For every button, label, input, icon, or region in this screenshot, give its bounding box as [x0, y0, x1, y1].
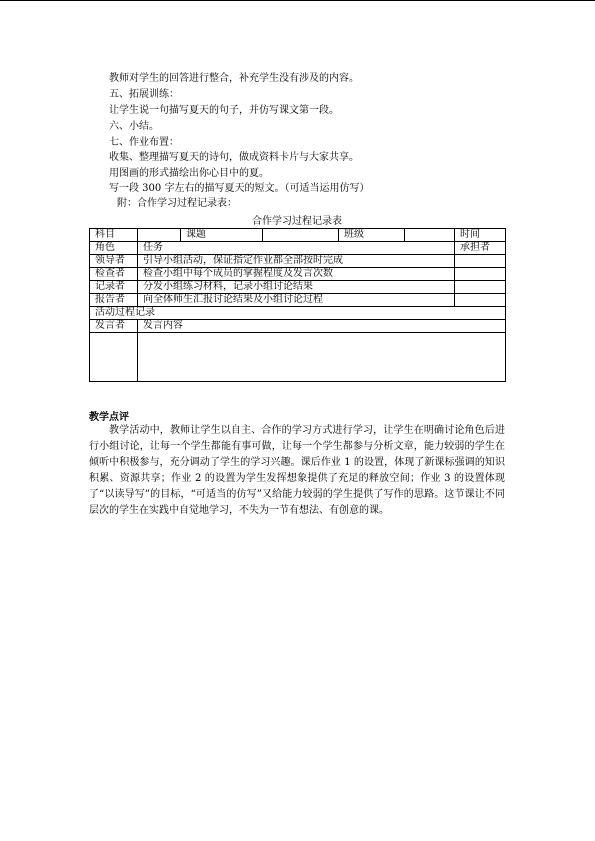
text-line-extension: 让学生说一句描写夏天的句子，并仿写课文第一段。	[109, 105, 339, 116]
homework-item-2: 用图画的形式描绘出你心目中的夏。	[109, 168, 269, 179]
speaker-column-header: 发言者	[90, 320, 138, 333]
table-row	[90, 281, 506, 294]
role-header-row	[90, 242, 506, 255]
activity-record-row	[90, 307, 506, 320]
review-heading: 教学点评	[89, 412, 129, 423]
section-heading-homework: 七、作业布置：	[109, 137, 179, 148]
subject-value-cell	[138, 229, 181, 242]
bearer-cell	[455, 281, 506, 294]
section-heading-summary: 六、小结。	[109, 121, 159, 132]
homework-item-1: 收集、整理描写夏天的诗句，做成资料卡片与大家共享。	[109, 152, 359, 163]
bearer-cell	[455, 255, 506, 268]
class-label: 班级	[339, 229, 405, 242]
homework-item-3: 写一段 300 字左右的描写夏天的短文。（可适当运用仿写）	[109, 183, 370, 194]
bearer-cell	[455, 294, 506, 307]
role-cell: 检查者	[90, 268, 138, 281]
appendix-line: 附：合作学习过程记录表：	[117, 198, 237, 209]
topic-value-cell	[263, 229, 339, 242]
speech-column-header: 发言内容	[138, 320, 506, 333]
role-column-header: 角色	[90, 242, 138, 255]
table-title: 合作学习过程记录表	[252, 216, 342, 227]
task-cell: 向全体师生汇报讨论结果及小组讨论过程	[138, 294, 455, 307]
table-row	[90, 255, 506, 268]
speaker-empty-cell	[90, 333, 138, 382]
cooperative-learning-record-table	[89, 228, 506, 382]
table-row	[90, 268, 506, 281]
task-cell: 检查小组中每个成员的掌握程度及发言次数	[138, 268, 455, 281]
time-label: 时间	[455, 229, 506, 242]
section-heading-extension: 五、拓展训练：	[109, 89, 179, 100]
topic-label: 课题	[181, 229, 263, 242]
table-row	[90, 294, 506, 307]
activity-record-label: 活动过程记录	[90, 307, 506, 320]
review-paragraph: 教学活动中，教师让学生以自主、合作的学习方式进行学习，让学生在明确讨论角色后进行小组讨论，让每一个学生都能有事可做，让每一个学生都参与分析文章，能力较弱的学生在倾听中积极参与，充分调动了学生的学习兴趣。课后作业 1 的设置，体现了新课标强调的知识积累、资源共享；作业 2 的设置为学生发挥想象提供了充足的释放空间；作业 3 的设置体现了“以读导写”的目标，“可适当的仿写”又给能力较弱的学生提供了写作的思路。这节课让不同层次的学生在实践中自觉地学习，不失为一节有想法、有创意的课。	[89, 425, 505, 516]
table-header-row	[90, 229, 506, 242]
role-cell: 记录者	[90, 281, 138, 294]
bearer-column-header: 承担者	[455, 242, 506, 255]
task-cell: 引导小组活动，保证指定作业都全部按时完成	[138, 255, 455, 268]
class-value-cell	[405, 229, 455, 242]
subject-label: 科目	[90, 229, 138, 242]
speech-entry-row	[90, 333, 506, 382]
speaker-header-row	[90, 320, 506, 333]
task-column-header: 任务	[138, 242, 455, 255]
text-line-integration: 教师对学生的回答进行整合，补充学生没有涉及的内容。	[109, 73, 359, 84]
task-cell: 分发小组练习材料，记录小组讨论结果	[138, 281, 455, 294]
role-cell: 领导者	[90, 255, 138, 268]
role-cell: 报告者	[90, 294, 138, 307]
bearer-cell	[455, 268, 506, 281]
top-rule	[0, 0, 595, 1]
speech-empty-cell	[138, 333, 506, 382]
